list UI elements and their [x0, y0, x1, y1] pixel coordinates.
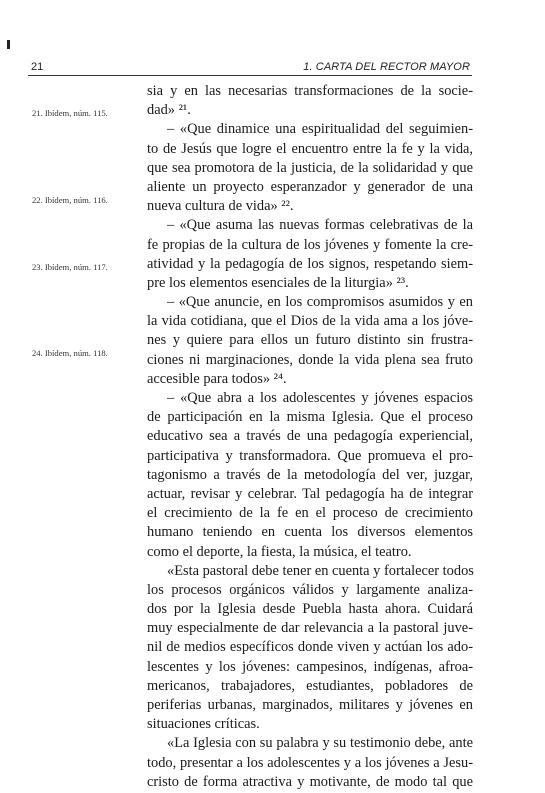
text-line: el crecimiento de la fe en el proceso de crecimiento	[147, 505, 473, 522]
text-line: to de Jesús que logre el encuentro entre la fe y la vida,	[147, 140, 473, 157]
footnote-21: 21. Ibídem, núm. 115.	[32, 108, 108, 118]
footnote-24: 24. Ibídem, núm. 118.	[32, 348, 108, 358]
margin-mark	[7, 40, 10, 49]
text-line: la vida cotidiana, que el Dios de la vida ama a los jóve-	[147, 313, 473, 330]
text-line: educativo sea a través de una pedagogía experiencial,	[147, 428, 473, 445]
text-line: todo, presentar a los adolescentes y a los jóvenes a Jesu-	[147, 754, 473, 771]
text-line: – «Que anuncie, en los compromisos asumidos y en	[167, 294, 473, 311]
text-line: atividad y la pedagogía de los signos, respetando siem-	[147, 255, 473, 272]
text-line: «La Iglesia con su palabra y su testimonio debe, ante	[167, 735, 473, 752]
text-line: dad» ²¹.	[147, 102, 191, 119]
body-text	[147, 82, 473, 792]
text-line: actuar, revisar y celebrar. Tal pedagogía ha de integrar	[147, 485, 473, 502]
text-line: tagonismo a través de la metodología del ver, juzgar,	[147, 466, 473, 483]
footnote-22: 22. Ibídem, núm. 116.	[32, 195, 108, 205]
text-line: los procesos orgánicos válidos y largamente analiza-	[147, 581, 473, 598]
text-line: situaciones críticas.	[147, 716, 260, 733]
text-line: mericanos, trabajadores, estudiantes, pobladores de	[147, 677, 473, 694]
text-line: humano teniendo en cuenta los diversos elementos	[147, 524, 473, 541]
running-title: 1. CARTA DEL RECTOR MAYOR	[303, 61, 470, 73]
text-line: fe propias de la cultura de los jóvenes y fomente la cre-	[147, 236, 473, 253]
text-line: ciones ni marginaciones, donde la vida plena sea fruto	[147, 351, 473, 368]
text-line: nueva cultura de vida» ²².	[147, 198, 294, 215]
text-line: lescentes y los jóvenes: campesinos, indígenas, afroa-	[147, 658, 473, 675]
text-line: pre los elementos esenciales de la liturgia» ²³.	[147, 274, 409, 291]
text-line: nes y quiere para ellos un futuro distinto sin frustra-	[147, 332, 473, 349]
text-line: – «Que asuma las nuevas formas celebrativas de la	[167, 217, 473, 234]
text-line: – «Que abra a los adolescentes y jóvenes espacios	[167, 390, 473, 406]
text-line: – «Que dinamice una espiritualidad del seguimien-	[167, 121, 473, 138]
text-line: de participación en la misma Iglesia. Que el proceso	[147, 409, 473, 426]
text-line: nil de medios específicos donde viven y actúan los ado-	[147, 639, 473, 656]
text-line: accesible para todos» ²⁴.	[147, 370, 287, 387]
text-line: dos por la Iglesia desde Puebla hasta ahora. Cuidará	[147, 601, 473, 618]
text-line: aliente un proyecto esperanzador y generador de una	[147, 178, 473, 195]
text-line: «Esta pastoral debe tener en cuenta y fortalecer todos	[167, 562, 474, 579]
page-header	[28, 61, 472, 76]
text-line: sia y en las necesarias transformaciones de la socie-	[147, 83, 473, 99]
text-line: como el deporte, la fiesta, la música, el teatro.	[147, 543, 412, 560]
text-line: participativa y transformadora. Que promueva el pro-	[147, 447, 473, 464]
text-line: que sea promotora de la justicia, de la solidaridad y que	[147, 159, 473, 176]
text-line: muy especialmente de dar relevancia a la pastoral juve-	[147, 620, 473, 637]
footnote-23: 23. Ibídem, núm. 117.	[32, 262, 108, 272]
page-number: 21	[31, 61, 44, 73]
text-line: cristo de forma atractiva y motivante, de modo tal que	[147, 773, 473, 790]
text-line: periferias urbanas, marginados, militares y jóvenes en	[147, 697, 473, 713]
